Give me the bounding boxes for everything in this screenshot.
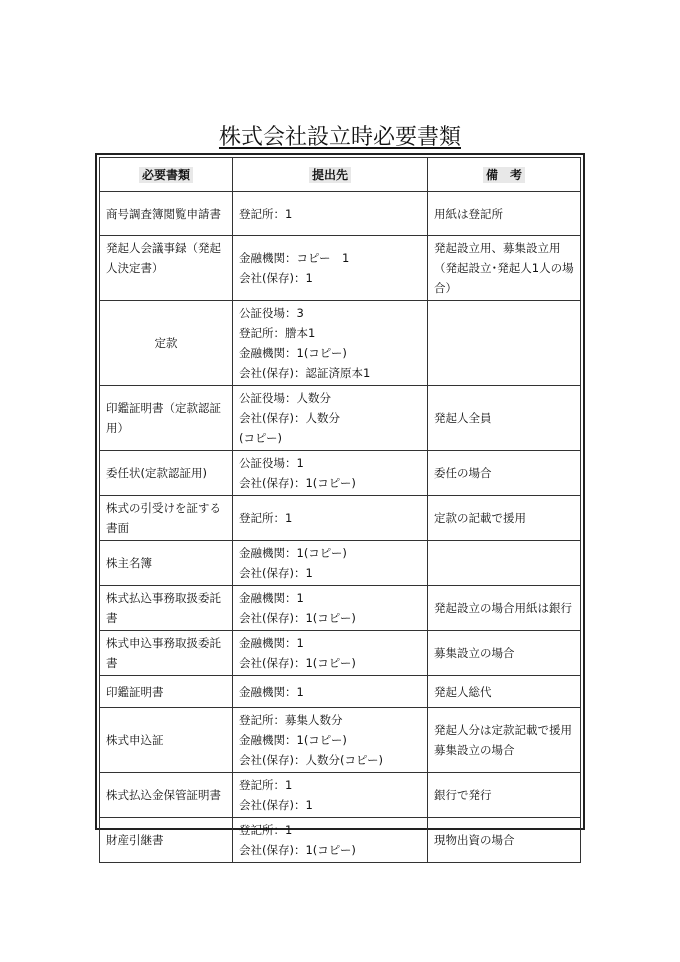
cell-remarks: 募集設立の場合 <box>428 631 581 676</box>
cell-destination: 金融機関：コピー 1 会社(保存)：1 <box>233 236 428 301</box>
cell-document: 発起人会議事録（発起人決定書） <box>100 236 233 301</box>
table-row <box>100 541 581 586</box>
header-remarks: 備 考 <box>428 158 581 192</box>
cell-destination: 登記所：1 会社(保存)：1(コピー) <box>233 818 428 863</box>
cell-document: 定款 <box>100 301 233 386</box>
cell-document: 株式払込金保管証明書 <box>100 773 233 818</box>
table-row <box>100 676 581 708</box>
header-required-documents: 必要書類 <box>100 158 233 192</box>
table-header-row <box>100 158 581 192</box>
document-title <box>0 120 680 151</box>
cell-remarks: 銀行で発行 <box>428 773 581 818</box>
documents-table <box>99 157 581 863</box>
cell-destination: 公証役場：人数分 会社(保存)：人数分 (コピー) <box>233 386 428 451</box>
cell-destination: 公証役場：3 登記所：謄本1 金融機関：1(コピー) 会社(保存)：認証済原本1 <box>233 301 428 386</box>
table-row <box>100 631 581 676</box>
cell-remarks: 現物出資の場合 <box>428 818 581 863</box>
cell-remarks <box>428 301 581 386</box>
header-submit-to: 提出先 <box>233 158 428 192</box>
cell-document: 財産引継書 <box>100 818 233 863</box>
cell-document: 株主名簿 <box>100 541 233 586</box>
cell-document: 株式払込事務取扱委託書 <box>100 586 233 631</box>
cell-remarks: 用紙は登記所 <box>428 192 581 236</box>
cell-document: 委任状(定款認証用) <box>100 451 233 496</box>
table-row <box>100 386 581 451</box>
cell-remarks: 発起人総代 <box>428 676 581 708</box>
cell-document: 株式申込事務取扱委託書 <box>100 631 233 676</box>
cell-destination: 登記所：募集人数分 金融機関：1(コピー) 会社(保存)：人数分(コピー) <box>233 708 428 773</box>
cell-destination: 金融機関：1(コピー) 会社(保存)：1 <box>233 541 428 586</box>
table-row <box>100 773 581 818</box>
table-row <box>100 708 581 773</box>
table-row <box>100 192 581 236</box>
table-row <box>100 586 581 631</box>
cell-destination: 金融機関：1 <box>233 676 428 708</box>
table-row <box>100 301 581 386</box>
cell-document: 印鑑証明書（定款認証用） <box>100 386 233 451</box>
cell-remarks <box>428 541 581 586</box>
cell-destination: 登記所：1 <box>233 496 428 541</box>
cell-remarks: 委任の場合 <box>428 451 581 496</box>
cell-remarks: 発起人全員 <box>428 386 581 451</box>
cell-destination: 金融機関：1 会社(保存)：1(コピー) <box>233 586 428 631</box>
documents-table-frame <box>95 153 585 857</box>
cell-remarks: 発起設立用、募集設立用（発起設立･発起人1人の場合） <box>428 236 581 301</box>
cell-document: 印鑑証明書 <box>100 676 233 708</box>
cell-destination: 登記所：1 <box>233 192 428 236</box>
cell-destination: 登記所：1 会社(保存)：1 <box>233 773 428 818</box>
cell-destination: 金融機関：1 会社(保存)：1(コピー) <box>233 631 428 676</box>
cell-document: 株式の引受けを証する書面 <box>100 496 233 541</box>
table-row <box>100 496 581 541</box>
cell-document: 株式申込証 <box>100 708 233 773</box>
document-title-text: 株式会社設立時必要書類 <box>218 125 461 150</box>
cell-document: 商号調査簿閲覧申請書 <box>100 192 233 236</box>
cell-remarks: 発起設立の場合用紙は銀行 <box>428 586 581 631</box>
cell-remarks: 発起人分は定款記載で援用 募集設立の場合 <box>428 708 581 773</box>
table-row <box>100 451 581 496</box>
table-row <box>100 236 581 301</box>
cell-destination: 公証役場：1 会社(保存)：1(コピー) <box>233 451 428 496</box>
cell-remarks: 定款の記載で援用 <box>428 496 581 541</box>
table-row <box>100 818 581 863</box>
